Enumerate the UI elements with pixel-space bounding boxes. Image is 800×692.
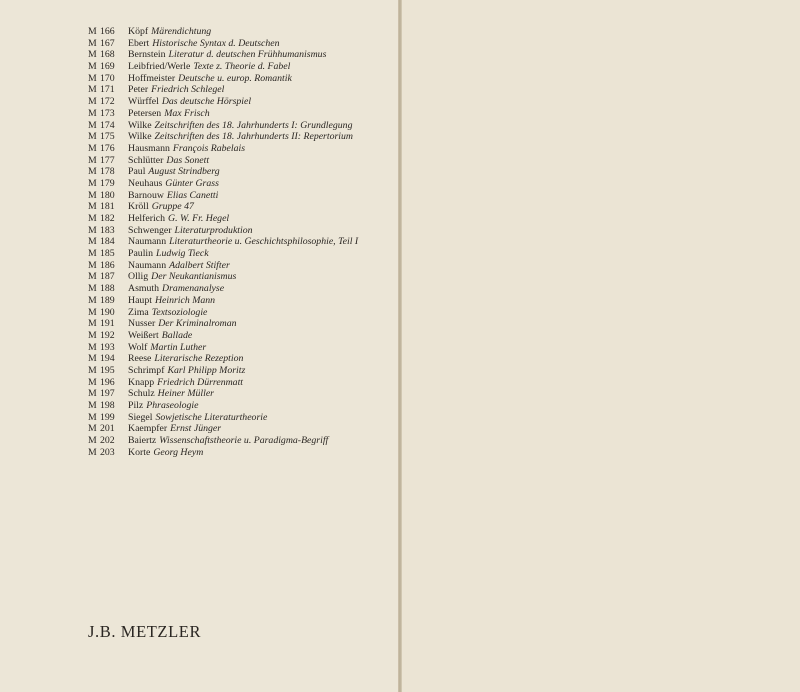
series-prefix: M <box>88 271 97 283</box>
series-prefix: M <box>88 248 97 260</box>
entry-title: Ernst Jünger <box>170 423 222 435</box>
entry-title: Martin Luther <box>150 341 207 353</box>
list-item <box>88 201 388 213</box>
list-item <box>88 38 388 50</box>
entry-title: Ludwig Tieck <box>156 248 209 260</box>
series-number: 168 <box>100 49 115 61</box>
list-item <box>88 61 388 73</box>
series-prefix: M <box>88 306 97 318</box>
entry-title: Literarische Rezeption <box>154 353 244 365</box>
entry-author: Paul <box>128 166 146 178</box>
entry-text <box>128 49 388 61</box>
series-number: 174 <box>100 119 115 131</box>
series-number: 186 <box>100 259 115 271</box>
series-prefix: M <box>88 142 97 154</box>
entry-text <box>128 84 388 96</box>
entry-title: Textsoziologie <box>151 306 208 318</box>
series-prefix: M <box>88 388 97 400</box>
series-number: 202 <box>100 435 115 447</box>
series-number: 201 <box>100 423 115 435</box>
series-prefix: M <box>88 189 97 201</box>
list-item <box>88 342 388 354</box>
entry-title: Heinrich Mann <box>154 294 216 306</box>
entry-text <box>128 365 388 377</box>
series-number: 173 <box>100 107 115 119</box>
list-item <box>88 120 388 132</box>
series-prefix: M <box>88 259 97 271</box>
series-prefix: M <box>88 131 97 143</box>
entry-author: Korte <box>128 446 151 458</box>
entry-title: Ballade <box>161 329 193 341</box>
series-prefix: M <box>88 329 97 341</box>
entry-text <box>128 190 388 202</box>
entry-title: Wissenschaftstheorie u. Paradigma-Begriff <box>159 435 329 447</box>
series-number: 166 <box>100 26 115 37</box>
list-item <box>88 447 388 459</box>
series-prefix: M <box>88 72 97 84</box>
entry-title: Märendichtung <box>151 26 212 37</box>
list-item <box>88 330 388 342</box>
series-number: 192 <box>100 329 115 341</box>
series-prefix: M <box>88 166 97 178</box>
entry-author: Köpf <box>128 26 149 37</box>
entry-author: Schwenger <box>128 224 172 236</box>
entry-author: Schlütter <box>128 154 164 166</box>
list-item <box>88 365 388 377</box>
series-number: 189 <box>100 294 115 306</box>
entry-text <box>128 377 388 389</box>
entry-text <box>128 330 388 342</box>
entry-author: Naumann <box>128 259 167 271</box>
entry-text <box>128 96 388 108</box>
entry-author: Helferich <box>128 213 165 224</box>
entry-text <box>128 248 388 260</box>
series-prefix: M <box>88 119 97 131</box>
series-number: 198 <box>100 400 115 411</box>
series-number: 185 <box>100 248 115 260</box>
entry-text <box>128 201 388 213</box>
entry-title: Adalbert Stifter <box>169 259 230 271</box>
entry-text <box>128 353 388 365</box>
entry-author: Schrimpf <box>128 364 165 376</box>
series-prefix: M <box>88 341 97 353</box>
entry-title: Elias Canetti <box>166 189 219 201</box>
entry-text <box>128 435 388 447</box>
series-prefix: M <box>88 376 97 388</box>
series-prefix: M <box>88 26 97 37</box>
list-item <box>88 435 388 447</box>
series-number: 195 <box>100 364 115 376</box>
entry-text <box>128 26 388 38</box>
entry-title: Literatur d. deutschen Frühhumanismus <box>168 49 327 61</box>
entry-text <box>128 166 388 178</box>
list-item <box>88 155 388 167</box>
entry-author: Asmuth <box>128 283 160 295</box>
series-number: 193 <box>100 341 115 353</box>
entry-text <box>128 120 388 132</box>
series-number: 188 <box>100 283 115 295</box>
entry-author: Naumann <box>128 236 167 248</box>
series-number: 197 <box>100 388 115 400</box>
list-item <box>88 26 388 38</box>
entry-title: Phraseologie <box>146 400 199 411</box>
series-number: 190 <box>100 306 115 318</box>
entry-text <box>128 412 388 424</box>
entry-text <box>128 295 388 307</box>
entry-author: Pilz <box>128 400 144 411</box>
entry-text <box>128 400 388 412</box>
series-number: 176 <box>100 142 115 154</box>
list-item <box>88 400 388 412</box>
series-number: 171 <box>100 84 115 96</box>
entry-title: Friedrich Schlegel <box>151 84 225 96</box>
entry-title: Das deutsche Hörspiel <box>161 96 252 108</box>
series-number: 194 <box>100 353 115 365</box>
left-page <box>0 0 398 692</box>
entry-text <box>128 388 388 400</box>
entry-text <box>128 108 388 120</box>
series-prefix: M <box>88 49 97 61</box>
series-number: 180 <box>100 189 115 201</box>
series-prefix: M <box>88 107 97 119</box>
list-item <box>88 131 388 143</box>
list-item <box>88 225 388 237</box>
entry-author: Neuhaus <box>128 177 163 189</box>
series-number: 179 <box>100 177 115 189</box>
entry-title: Heiner Müller <box>157 388 214 400</box>
entry-title: François Rabelais <box>172 142 246 154</box>
entry-title: Zeitschriften des 18. Jahrhunderts I: Grundlegung <box>154 119 353 131</box>
entry-title: Historische Syntax d. Deutschen <box>152 37 280 49</box>
entry-author: Ollig <box>128 271 149 283</box>
list-item <box>88 143 388 155</box>
entry-title: Texte z. Theorie d. Fabel <box>193 61 291 73</box>
entry-text <box>128 307 388 319</box>
entry-text <box>128 225 388 237</box>
right-page <box>402 0 800 692</box>
entry-author: Knapp <box>128 376 155 388</box>
list-item <box>88 353 388 365</box>
entry-title: August Strindberg <box>148 166 220 178</box>
entry-title: Der Neukantianismus <box>151 271 237 283</box>
series-prefix: M <box>88 353 97 365</box>
series-prefix: M <box>88 84 97 96</box>
series-prefix: M <box>88 400 97 411</box>
entry-author: Haupt <box>128 294 152 306</box>
series-number: 182 <box>100 213 115 224</box>
list-item <box>88 318 388 330</box>
series-number: 172 <box>100 96 115 108</box>
entry-text <box>128 61 388 73</box>
entry-text <box>128 143 388 155</box>
entry-author: Hausmann <box>128 142 170 154</box>
entry-author: Hoffmeister <box>128 72 176 84</box>
publisher-imprint: J.B. METZLER <box>88 622 202 641</box>
series-prefix: M <box>88 213 97 224</box>
series-number: 203 <box>100 446 115 458</box>
entry-text <box>128 236 388 248</box>
series-list <box>88 26 388 458</box>
entry-author: Ebert <box>128 37 150 49</box>
list-item <box>88 108 388 120</box>
list-item <box>88 49 388 61</box>
list-item <box>88 271 388 283</box>
entry-author: Baiertz <box>128 435 157 447</box>
list-item <box>88 423 388 435</box>
series-prefix: M <box>88 37 97 49</box>
series-prefix: M <box>88 294 97 306</box>
list-item <box>88 84 388 96</box>
entry-title: Dramenanalyse <box>162 283 225 295</box>
entry-author: Wolf <box>128 341 148 353</box>
entry-text <box>128 155 388 167</box>
series-prefix: M <box>88 283 97 295</box>
list-item <box>88 307 388 319</box>
entry-text <box>128 283 388 295</box>
series-prefix: M <box>88 435 97 447</box>
series-number: 177 <box>100 154 115 166</box>
entry-author: Zima <box>128 306 149 318</box>
entry-author: Bernstein <box>128 49 166 61</box>
series-prefix: M <box>88 96 97 108</box>
entry-title: Georg Heym <box>153 446 204 458</box>
entry-author: Würffel <box>128 96 159 108</box>
entry-title: Deutsche u. europ. Romantik <box>178 72 292 84</box>
entry-title: Friedrich Dürrenmatt <box>157 376 244 388</box>
list-item <box>88 213 388 225</box>
list-item <box>88 412 388 424</box>
entry-title: Max Frisch <box>164 107 210 119</box>
list-item <box>88 73 388 85</box>
entry-text <box>128 38 388 50</box>
entry-author: Leibfried/Werle <box>128 61 191 73</box>
entry-text <box>128 423 388 435</box>
series-number: 169 <box>100 61 115 73</box>
entry-author: Siegel <box>128 411 153 423</box>
list-item <box>88 236 388 248</box>
list-item <box>88 190 388 202</box>
series-number: 167 <box>100 37 115 49</box>
entry-text <box>128 73 388 85</box>
series-prefix: M <box>88 236 97 248</box>
entry-author: Reese <box>128 353 152 365</box>
series-prefix: M <box>88 423 97 435</box>
list-item <box>88 295 388 307</box>
series-number: 184 <box>100 236 115 248</box>
series-prefix: M <box>88 411 97 423</box>
entry-author: Kaempfer <box>128 423 168 435</box>
entry-author: Barnouw <box>128 189 164 201</box>
entry-title: Gruppe 47 <box>151 201 194 213</box>
entry-title: Zeitschriften des 18. Jahrhunderts II: Repertorium <box>154 131 354 143</box>
series-number: 196 <box>100 376 115 388</box>
list-item <box>88 260 388 272</box>
entry-author: Petersen <box>128 107 162 119</box>
entry-title: Literaturproduktion <box>174 224 253 236</box>
entry-text <box>128 271 388 283</box>
list-item <box>88 388 388 400</box>
entry-text <box>128 260 388 272</box>
series-prefix: M <box>88 446 97 458</box>
entry-title: Karl Philipp Moritz <box>167 364 246 376</box>
entry-text <box>128 213 388 225</box>
series-number: 170 <box>100 72 115 84</box>
series-prefix: M <box>88 364 97 376</box>
series-number: 191 <box>100 318 115 330</box>
entry-author: Wilke <box>128 119 152 131</box>
series-number: 175 <box>100 131 115 143</box>
list-item <box>88 96 388 108</box>
series-number: 199 <box>100 411 115 423</box>
list-item <box>88 377 388 389</box>
entry-title: Das Sonett <box>166 154 210 166</box>
entry-author: Wilke <box>128 131 152 143</box>
entry-author: Kröll <box>128 201 149 213</box>
list-item <box>88 248 388 260</box>
series-number: 181 <box>100 201 115 213</box>
series-prefix: M <box>88 154 97 166</box>
series-number: 183 <box>100 224 115 236</box>
entry-author: Paulin <box>128 248 154 260</box>
series-number: 187 <box>100 271 115 283</box>
entry-text <box>128 447 388 459</box>
series-number: 178 <box>100 166 115 178</box>
entry-author: Weißert <box>128 329 159 341</box>
series-prefix: M <box>88 318 97 330</box>
series-prefix: M <box>88 177 97 189</box>
entry-author: Peter <box>128 84 149 96</box>
entry-title: Günter Grass <box>165 177 219 189</box>
series-prefix: M <box>88 224 97 236</box>
entry-text <box>128 318 388 330</box>
entry-title: G. W. Fr. Hegel <box>168 213 230 224</box>
entry-title: Sowjetische Literaturtheorie <box>155 411 268 423</box>
entry-text <box>128 131 388 143</box>
entry-text <box>128 178 388 190</box>
series-prefix: M <box>88 201 97 213</box>
list-item <box>88 166 388 178</box>
list-item <box>88 178 388 190</box>
entry-author: Nusser <box>128 318 156 330</box>
entry-title: Der Kriminalroman <box>158 318 237 330</box>
entry-author: Schulz <box>128 388 155 400</box>
series-prefix: M <box>88 61 97 73</box>
entry-text <box>128 342 388 354</box>
entry-title: Literaturtheorie u. Geschichtsphilosophie, Teil I <box>169 236 359 248</box>
list-item <box>88 283 388 295</box>
